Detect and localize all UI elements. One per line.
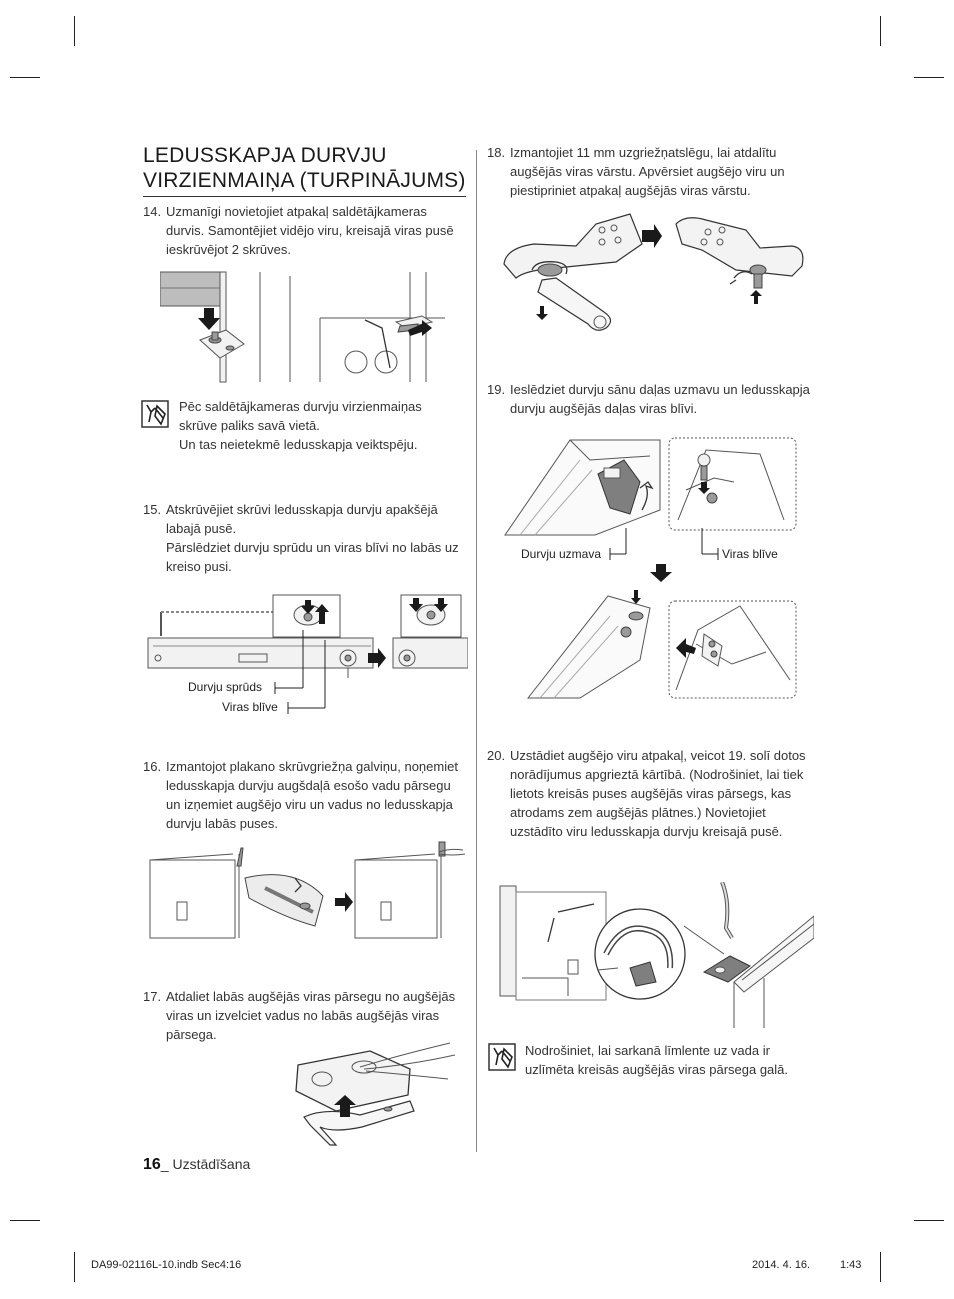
step-15 — [143, 500, 468, 576]
page-number: 16 — [143, 1156, 161, 1173]
step-number: 16. — [143, 759, 162, 774]
section-name: _ Uzstādīšana — [160, 1156, 251, 1172]
crop-mark — [74, 1252, 75, 1282]
step-16 — [143, 757, 468, 833]
step-text: Izmantojot plakano skrūvgriežņa galviņu, noņemiet ledusskapja durvju augšdaļā esošo vadu pārsegu un izņemiet augšējo viru un vadus no ledusskapja durvju labās puses. — [166, 759, 458, 831]
illustration-step-19 — [500, 430, 800, 702]
page-title — [143, 143, 466, 197]
step-text: Izmantojiet 11 mm uzgriežņatslēgu, lai atdalītu augšējās viras vārstu. Apvērsiet augšējo viru un piestipriniet atpakaļ augšējās viras vārstu. — [510, 145, 785, 198]
step-14 — [143, 202, 468, 259]
step-number: 17. — [143, 989, 162, 1004]
step-number: 20. — [487, 748, 506, 763]
illustration-step-20 — [498, 882, 814, 1030]
crop-mark — [10, 77, 40, 78]
callout-hinge-seal-19: Viras blīve — [722, 547, 778, 561]
crop-mark — [10, 1220, 40, 1221]
callout-door-latch: Durvju sprūds — [188, 680, 263, 694]
illustration-step-16 — [145, 838, 470, 940]
illustration-step-14 — [160, 268, 445, 386]
step-number: 15. — [143, 502, 162, 517]
crop-mark — [74, 16, 75, 46]
note-line: Nodrošiniet, lai sarkanā līmlente uz vada ir — [525, 1043, 770, 1058]
print-date: 2014. 4. 16. — [752, 1259, 811, 1271]
callout-leaders-15 — [270, 600, 330, 715]
crop-mark — [914, 1220, 944, 1221]
note-2 — [525, 1041, 825, 1079]
note-pencil-icon — [141, 400, 169, 428]
crop-mark — [880, 16, 881, 46]
illustration-step-18 — [496, 208, 811, 340]
crop-mark — [914, 77, 944, 78]
step-number: 19. — [487, 382, 506, 397]
step-19 — [487, 380, 817, 418]
title-line-1: LEDUSSKAPJA DURVJU — [143, 144, 387, 167]
note-1 — [179, 397, 469, 454]
step-text-2: Pārslēdziet durvju sprūdu un viras blīvi no labās uz kreiso pusi. — [166, 540, 459, 574]
print-file-info: DA99-02116L-10.indb Sec4:16 — [91, 1259, 242, 1271]
step-text: Atdaliet labās augšējās viras pārsegu no augšējās viras un izvelciet vadus no labās augšējās viras pārsega. — [166, 989, 456, 1042]
step-number: 14. — [143, 204, 162, 219]
step-number: 18. — [487, 145, 506, 160]
illustration-step-17 — [290, 1035, 460, 1147]
column-divider — [476, 150, 477, 1152]
note-line: uzlīmēta kreisās augšējās viras pārsega galā. — [525, 1062, 789, 1077]
step-text: Uzmanīgi novietojiet atpakaļ saldētājkameras durvis. Samontējiet vidējo viru, kreisajā viras pusē ieskrūvējot 2 skrūves. — [166, 204, 454, 257]
step-text: Uzstādiet augšējo viru atpakaļ, veicot 19. solī dotos norādījumus apgrieztā kārtībā. (Nodrošiniet, lai tiek lietots kreisās puses augšējās viras pārsegs, kas atrodams zem augšējās plātnes.) Novietojiet uzstādīto viru ledusskapja durvju kreisajā pusē. — [510, 748, 806, 839]
step-text: Ieslēdziet durvju sānu daļas uzmavu un ledusskapja durvju augšējās daļas viras blīvi. — [510, 382, 810, 416]
callout-door-sleeve: Durvju uzmava — [521, 547, 602, 561]
print-time: 1:43 — [840, 1259, 862, 1271]
crop-mark — [880, 1252, 881, 1282]
step-18 — [487, 143, 817, 200]
callout-hinge-seal: Viras blīve — [222, 700, 278, 714]
note-line: Pēc saldētājkameras durvju virzienmaiņas — [179, 399, 422, 414]
page-footer — [143, 1156, 250, 1174]
note-line: Un tas neietekmē ledusskapja veiktspēju. — [179, 437, 418, 452]
step-text: Atskrūvējiet skrūvi ledusskapja durvju apakšējā labajā pusē. — [166, 502, 438, 536]
step-20 — [487, 746, 817, 841]
note-pencil-icon — [488, 1043, 516, 1071]
title-line-2: VIRZIENMAIŅA (TURPINĀJUMS) — [143, 169, 466, 192]
note-line: skrūve paliks savā vietā. — [179, 418, 320, 433]
